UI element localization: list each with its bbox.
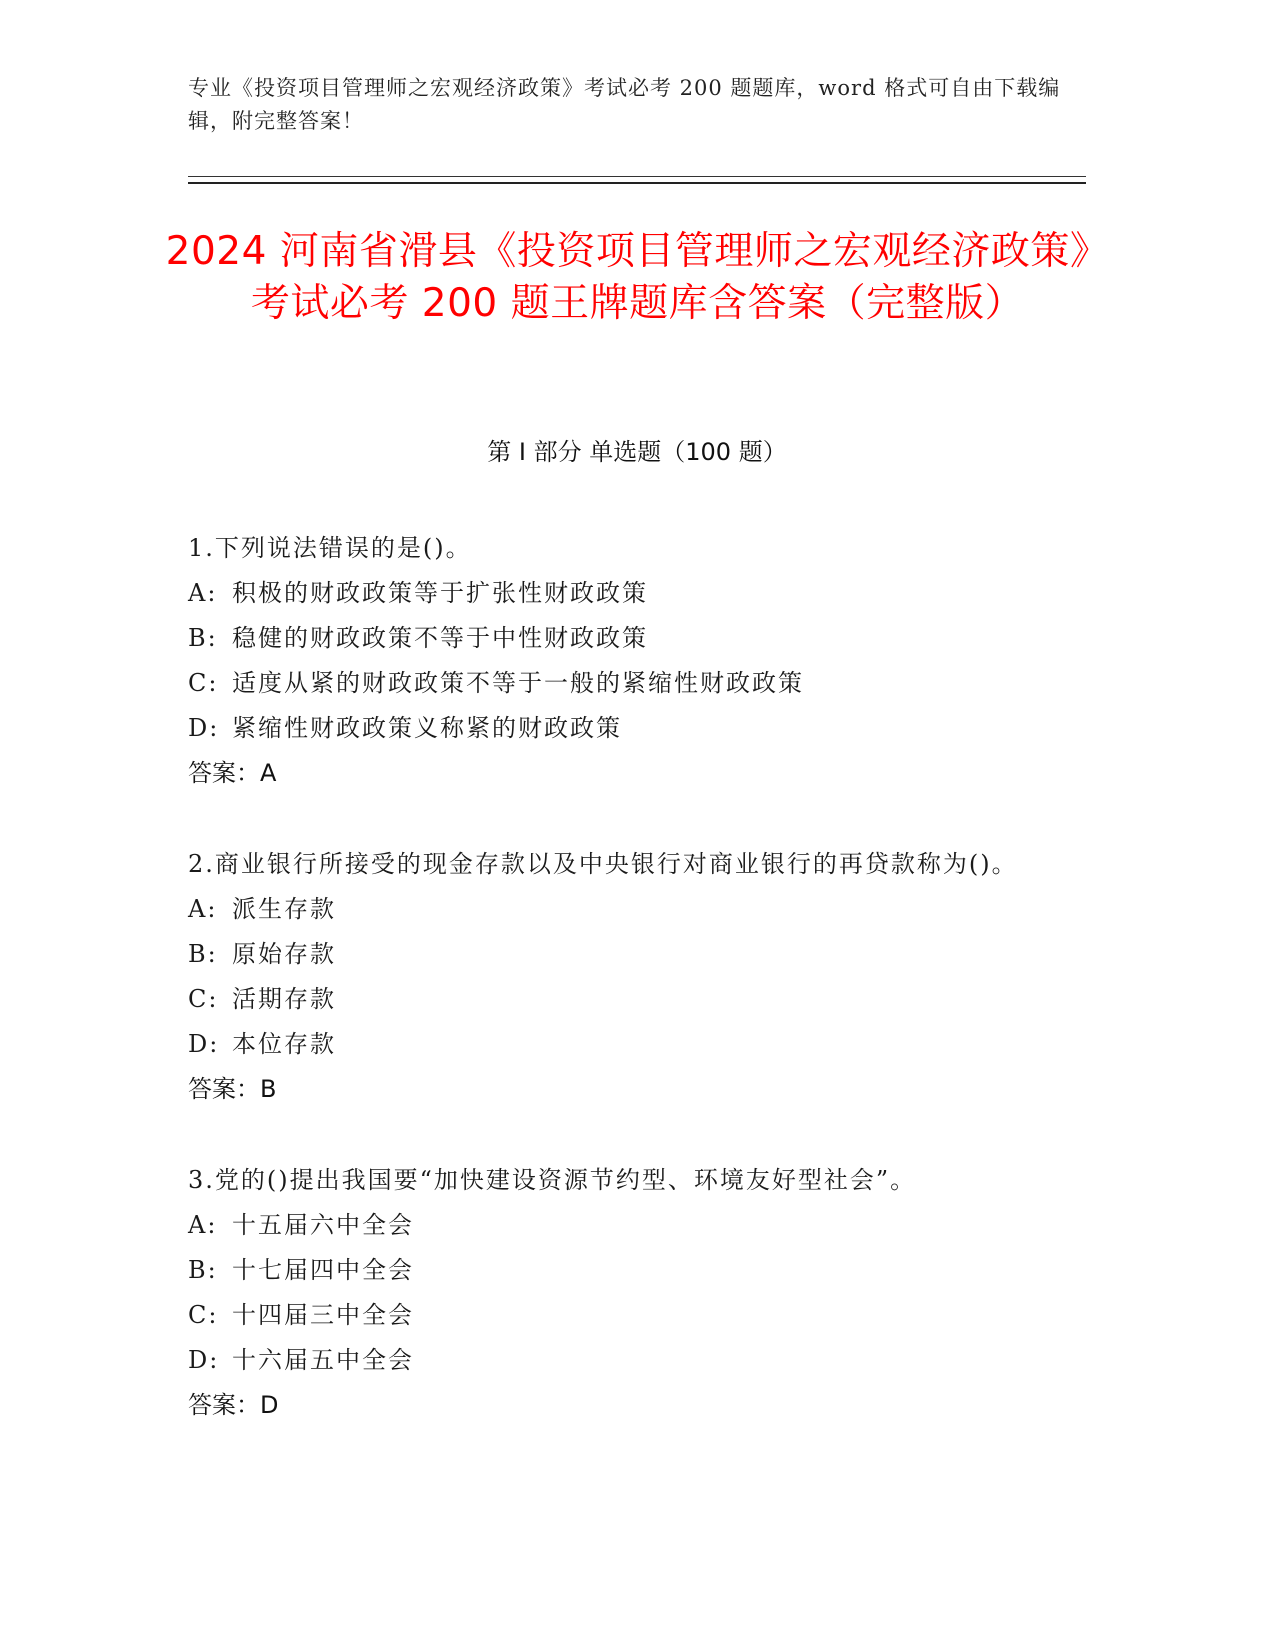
option-key: B: (188, 624, 218, 652)
header-divider-thick (188, 182, 1086, 184)
question-3 (188, 1158, 1068, 1428)
option-b (188, 1248, 1068, 1293)
document-title: 2024 河南省滑县《投资项目管理师之宏观经济政策》考试必考 200 题王牌题库含答案（完整版） (165, 229, 1110, 326)
option-c (188, 1293, 1068, 1338)
option-c (188, 661, 1068, 706)
option-text: 活期存款 (232, 985, 336, 1013)
option-d (188, 706, 1068, 751)
question-1 (188, 526, 1068, 796)
option-key: C: (188, 1301, 219, 1329)
answer-line: 答案：D (188, 1391, 279, 1419)
option-key: A: (188, 1211, 218, 1239)
question-2 (188, 842, 1068, 1112)
option-key: C: (188, 669, 219, 697)
option-text: 派生存款 (232, 895, 336, 923)
option-a (188, 887, 1068, 932)
option-b (188, 616, 1068, 661)
option-text: 紧缩性财政政策义称紧的财政政策 (232, 714, 622, 742)
option-key: B: (188, 1256, 218, 1284)
option-text: 十四届三中全会 (232, 1301, 414, 1329)
header-note: 专业《投资项目管理师之宏观经济政策》考试必考 200 题题库，word 格式可自由下载编辑，附完整答案！ (188, 76, 1061, 133)
answer-line: 答案：B (188, 1075, 277, 1103)
option-key: D: (188, 714, 220, 742)
option-key: A: (188, 579, 218, 607)
option-key: B: (188, 940, 218, 968)
question-stem: 2.商业银行所接受的现金存款以及中央银行对商业银行的再贷款称为()。 (188, 850, 1018, 878)
answer-line: 答案：A (188, 759, 277, 787)
option-key: D: (188, 1346, 220, 1374)
question-stem: 3.党的()提出我国要“加快建设资源节约型、环境友好型社会”。 (188, 1166, 917, 1194)
section-heading: 第 I 部分 单选题（100 题） (487, 438, 787, 466)
header-divider-thin (188, 176, 1086, 177)
option-d (188, 1022, 1068, 1067)
option-c (188, 977, 1068, 1022)
option-text: 积极的财政政策等于扩张性财政政策 (232, 579, 648, 607)
option-text: 本位存款 (232, 1030, 336, 1058)
option-key: D: (188, 1030, 220, 1058)
option-key: A: (188, 895, 218, 923)
option-b (188, 932, 1068, 977)
option-text: 适度从紧的财政政策不等于一般的紧缩性财政政策 (232, 669, 804, 697)
option-text: 稳健的财政政策不等于中性财政政策 (232, 624, 648, 652)
option-text: 十七届四中全会 (232, 1256, 414, 1284)
option-a (188, 571, 1068, 616)
option-text: 十六届五中全会 (232, 1346, 414, 1374)
option-a (188, 1203, 1068, 1248)
question-stem: 1.下列说法错误的是()。 (188, 534, 472, 562)
option-text: 原始存款 (232, 940, 336, 968)
option-text: 十五届六中全会 (232, 1211, 414, 1239)
question-list (188, 526, 1068, 1474)
option-key: C: (188, 985, 219, 1013)
option-d (188, 1338, 1068, 1383)
